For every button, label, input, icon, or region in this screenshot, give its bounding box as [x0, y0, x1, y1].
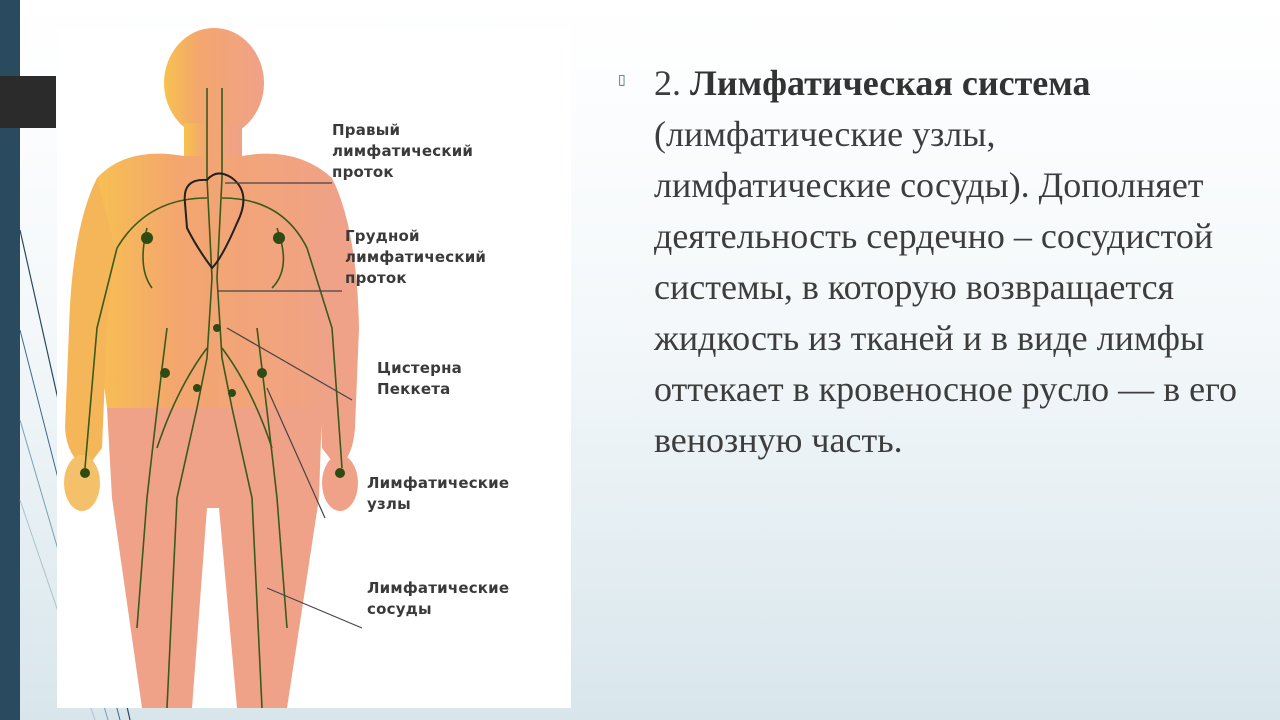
left-hand-shape [64, 455, 100, 511]
accent-block [0, 76, 56, 128]
torso-shape [87, 154, 342, 408]
slide-heading: Лимфатическая система [690, 63, 1091, 103]
left-arm-shape [65, 178, 115, 468]
right-hand-shape [322, 455, 358, 511]
lymphatic-system-figure [57, 28, 571, 708]
slide-text-block [620, 58, 1240, 466]
slide-description: (лимфатические узлы, лимфатические сосуды). Дополняет деятельность сердечно – сосудистой системы, в которую возвращается жидкость из тканей и в виде лимфы оттекает в кровеносное русло — в его венозную часть. [654, 114, 1237, 460]
label-thoracic-duct: Грудной лимфатический проток [345, 227, 487, 287]
label-cisterna-pecquet: Цистерна Пеккета [377, 359, 463, 398]
head-shape [164, 28, 264, 138]
slide-body [620, 58, 1240, 466]
label-lymph-vessels: Лимфатические сосуды [367, 579, 510, 618]
legs-shape [107, 408, 322, 708]
label-lymph-nodes: Лимфатические узлы [367, 474, 510, 513]
bullet-icon: ▯ [618, 73, 626, 88]
label-right-lymphatic-duct: Правый лимфатический проток [332, 121, 474, 181]
slide-number: 2. [654, 63, 681, 103]
